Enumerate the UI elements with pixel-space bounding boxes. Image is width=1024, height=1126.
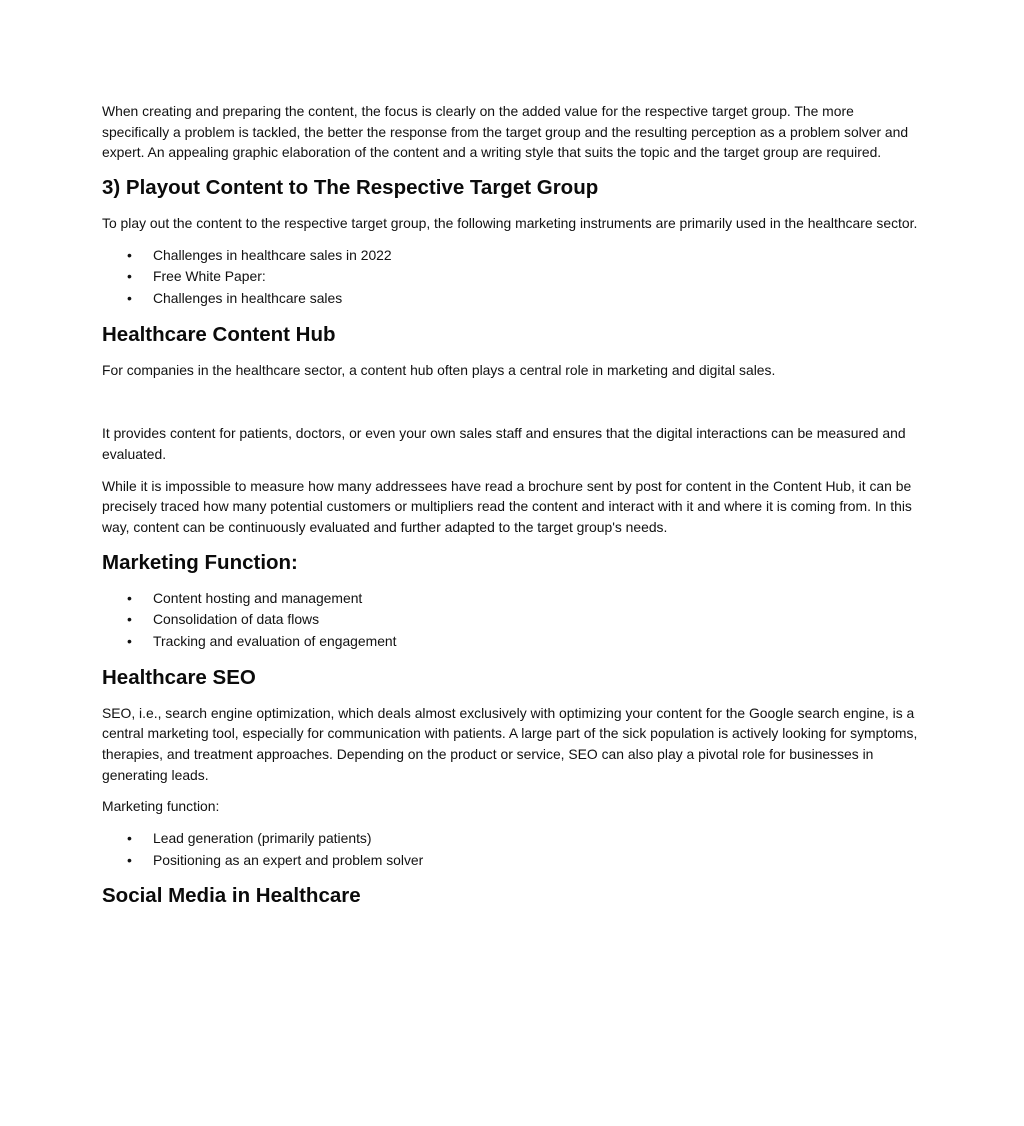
- heading-social-media: Social Media in Healthcare: [102, 884, 361, 908]
- list-item: • Challenges in healthcare sales in 2022: [102, 245, 924, 267]
- hub-paragraph-3: While it is impossible to measure how many addressees have read a brochure sent by post for content in the Content Hub, it can be precisely traced how many potential customers or multipliers read the content and interact with it and where it is coming from. In this way, content can be continuously evaluated and further adapted to the target group's needs.: [102, 477, 912, 536]
- list-item: • Free White Paper:: [102, 266, 924, 288]
- heading-playout: 3) Playout Content to The Respective Target Group: [102, 176, 599, 200]
- hub-paragraph-2: It provides content for patients, doctors, or even your own sales staff and ensures that the digital interactions can be measured and evaluated.: [102, 425, 906, 462]
- document-page: [102, 101, 924, 910]
- list-item: • Consolidation of data flows: [102, 609, 924, 631]
- list-item: • Content hosting and management: [102, 588, 924, 610]
- heading-seo: Healthcare SEO: [102, 665, 256, 689]
- intro-paragraph: When creating and preparing the content, the focus is clearly on the added value for the respective target group. The more specifically a problem is tackled, the better the response from the target group and the resulting perception as a problem solver and expert. An appealing graphic elaboration of the content and a writing style that suits the topic and the target group are required.: [102, 103, 909, 161]
- seo-marketing-function-label: Marketing function:: [102, 798, 220, 815]
- seo-paragraph: SEO, i.e., search engine optimization, which deals almost exclusively with optimizing your content for the Google search engine, is a central marketing tool, especially for communication with patients. A large part of the sick population is actively looking for symptoms, therapies, and treatment approaches. Depending on the product or service, SEO can also play a pivotal role for businesses in generating leads.: [102, 704, 918, 783]
- list-item: • Positioning as an expert and problem solver: [102, 850, 924, 872]
- hub-paragraph-1: For companies in the healthcare sector, a content hub often plays a central role in marketing and digital sales.: [102, 361, 776, 378]
- marketing-function-list: [102, 588, 924, 653]
- list-item: • Challenges in healthcare sales: [102, 288, 924, 310]
- list-item: • Tracking and evaluation of engagement: [102, 631, 924, 653]
- list-item: • Lead generation (primarily patients): [102, 828, 924, 850]
- heading-content-hub: Healthcare Content Hub: [102, 322, 336, 346]
- seo-list: [102, 828, 924, 871]
- playout-list: [102, 245, 924, 310]
- heading-marketing-function: Marketing Function:: [102, 550, 298, 574]
- playout-paragraph: To play out the content to the respective target group, the following marketing instruments are primarily used in the healthcare sector.: [102, 215, 918, 232]
